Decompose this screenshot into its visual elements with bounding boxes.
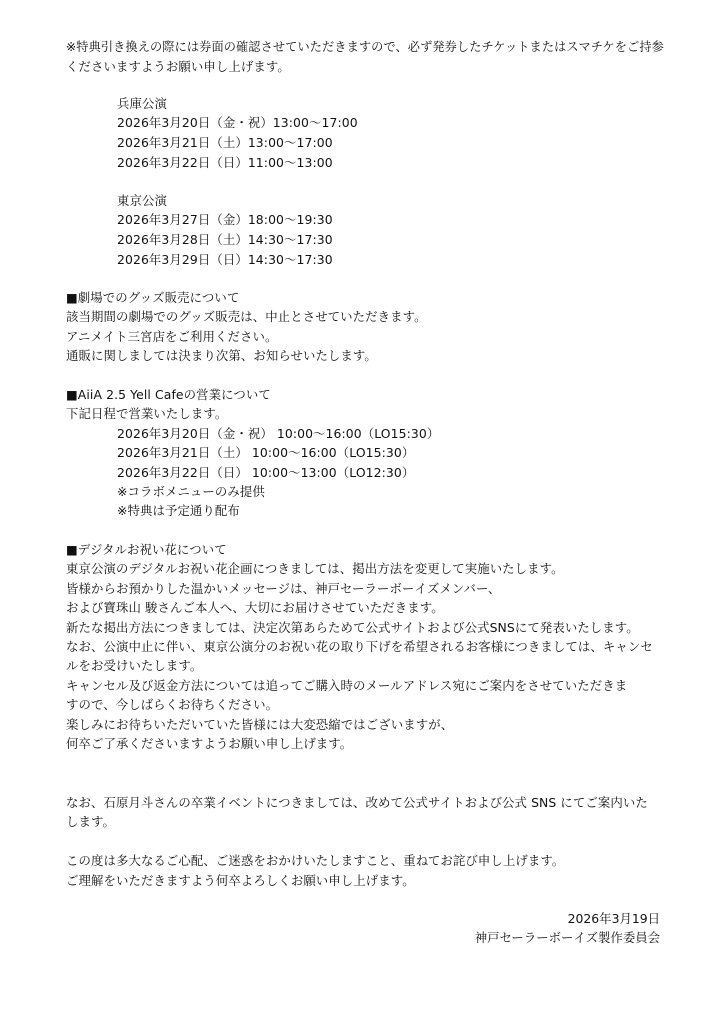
cafe-intro: 下記日程で営業いたします。 — [66, 406, 228, 421]
notice-line-2: くださいますようお願い申し上げます。 — [66, 59, 290, 74]
notice-line-1: ※特典引き換えの際には券面の確認させていただきますので、必ず発券したチケットまたはスマチケをご持参 — [66, 39, 664, 54]
graduation-line-1: なお、石原月斗さんの卒業イベントにつきましては、改めて公式サイトおよび公式 SNS にてご案内いた — [66, 795, 648, 810]
cafe-date: 2026年3月21日（土） 10:00〜16:00（LO15:30） — [117, 445, 415, 460]
cafe-date: 2026年3月22日（日） 10:00〜13:00（LO12:30） — [117, 465, 415, 480]
tokyo-date: 2026年3月27日（金）18:00〜19:30 — [117, 212, 333, 227]
hyogo-date: 2026年3月22日（日）11:00〜13:00 — [117, 155, 333, 170]
tokyo-date: 2026年3月28日（土）14:30〜17:30 — [117, 232, 333, 247]
signature-date: 2026年3月19日 — [567, 911, 660, 926]
closing-line-2: ご理解をいただきますよう何卒よろしくお願い申し上げます。 — [66, 873, 415, 888]
hyogo-date: 2026年3月20日（金・祝）13:00〜17:00 — [117, 115, 358, 130]
cafe-note: ※特典は予定通り配布 — [117, 503, 240, 518]
flowers-line: 皆様からお預かりした温かいメッセージは、神戸セーラーボーイズメンバー、 — [66, 581, 501, 596]
flowers-line: 新たな掲出方法につきましては、決定次第あらためて公式サイトおよび公式SNSにて発表いたします。 — [66, 620, 639, 635]
cafe-date: 2026年3月20日（金・祝） 10:00〜16:00（LO15:30） — [117, 426, 440, 441]
flowers-line: 楽しみにお待ちいただいていた皆様には大変恐縮ではございますが、 — [66, 717, 454, 732]
flowers-line: 何卒ご了承くださいますようお願い申し上げます。 — [66, 736, 353, 751]
graduation-line-2: します。 — [66, 814, 115, 829]
goods-line: アニメイト三宮店をご利用ください。 — [66, 329, 278, 344]
signature-org: 神戸セーラーボーイズ製作委員会 — [474, 930, 660, 945]
closing-line-1: この度は多大なるご心配、ご迷惑をおかけいたしますこと、重ねてお詫び申し上げます。 — [66, 853, 565, 868]
flowers-heading: ■デジタルお祝い花について — [66, 542, 227, 557]
hyogo-date: 2026年3月21日（土）13:00〜17:00 — [117, 135, 333, 150]
flowers-line: なお、公演中止に伴い、東京公演分のお祝い花の取り下げを希望されるお客様につきましては、キャンセ — [66, 639, 653, 654]
flowers-line: および寶珠山 駿さんご本人へ、大切にお届けさせていただきます。 — [66, 600, 444, 615]
tokyo-date: 2026年3月29日（日）14:30〜17:30 — [117, 252, 333, 267]
goods-line: 該当期間の劇場でのグッズ販売は、中止とさせていただきます。 — [66, 309, 427, 324]
cafe-note: ※コラボメニューのみ提供 — [117, 484, 265, 499]
flowers-line: キャンセル及び返金方法については追ってご購入時のメールアドレス宛にご案内をさせていただきま — [66, 678, 628, 693]
goods-line: 通販に関しましては決まり次第、お知らせいたします。 — [66, 348, 377, 363]
flowers-line: 東京公演のデジタルお祝い花企画につきましては、掲出方法を変更して実施いたします。 — [66, 561, 564, 576]
cafe-heading: ■AiiA 2.5 Yell Cafeの営業について — [66, 387, 271, 402]
flowers-line: すので、今しばらくお待ちください。 — [66, 697, 279, 712]
tokyo-title: 東京公演 — [117, 193, 167, 208]
goods-heading: ■劇場でのグッズ販売について — [66, 290, 240, 305]
flowers-line: ルをお受けいたします。 — [66, 658, 203, 673]
hyogo-title: 兵庫公演 — [117, 96, 167, 111]
